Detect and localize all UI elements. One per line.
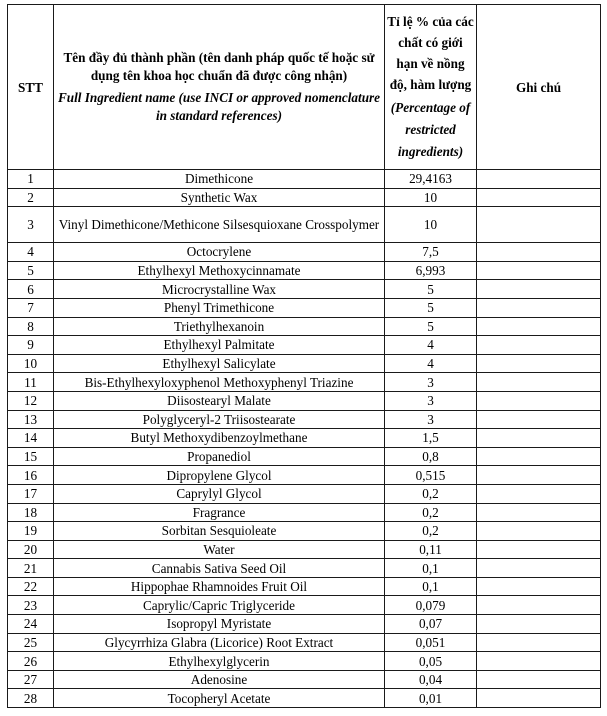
row-stt: 22 [8, 577, 54, 596]
table-row [8, 466, 601, 485]
row-ingredient-name: Butyl Methoxydibenzoylmethane [54, 429, 385, 448]
table-row [8, 689, 601, 708]
row-percentage: 0,2 [385, 484, 477, 503]
row-stt: 26 [8, 652, 54, 671]
row-stt: 21 [8, 559, 54, 578]
table-row [8, 670, 601, 689]
table-row [8, 298, 601, 317]
row-percentage: 7,5 [385, 243, 477, 262]
row-notes [477, 429, 601, 448]
header-percentage [385, 5, 477, 170]
table-row [8, 503, 601, 522]
row-ingredient-name: Adenosine [54, 670, 385, 689]
row-stt: 17 [8, 484, 54, 503]
row-percentage: 0,051 [385, 633, 477, 652]
row-stt: 11 [8, 373, 54, 392]
header-percentage-vi: Tỉ lệ % của các chất có giới hạn về nồng độ, hàm lượng [387, 14, 474, 92]
row-stt: 28 [8, 689, 54, 708]
row-percentage: 4 [385, 336, 477, 355]
table-row [8, 484, 601, 503]
table-row [8, 559, 601, 578]
row-stt: 4 [8, 243, 54, 262]
row-ingredient-name: Polyglyceryl-2 Triisostearate [54, 410, 385, 429]
row-notes [477, 261, 601, 280]
row-notes [477, 484, 601, 503]
table-row [8, 373, 601, 392]
header-ingredient-name [54, 5, 385, 170]
row-stt: 1 [8, 170, 54, 189]
row-ingredient-name: Hippophae Rhamnoides Fruit Oil [54, 577, 385, 596]
row-ingredient-name: Phenyl Trimethicone [54, 298, 385, 317]
row-notes [477, 170, 601, 189]
table-row [8, 577, 601, 596]
header-row [8, 5, 601, 170]
row-ingredient-name: Fragrance [54, 503, 385, 522]
row-ingredient-name: Microcrystalline Wax [54, 280, 385, 299]
table-row [8, 336, 601, 355]
row-ingredient-name: Propanediol [54, 447, 385, 466]
row-notes [477, 298, 601, 317]
row-notes [477, 670, 601, 689]
row-stt: 8 [8, 317, 54, 336]
ingredient-table [7, 4, 601, 708]
table-row [8, 261, 601, 280]
row-notes [477, 447, 601, 466]
row-percentage: 0,1 [385, 577, 477, 596]
row-notes [477, 410, 601, 429]
table-row [8, 354, 601, 373]
row-stt: 5 [8, 261, 54, 280]
row-percentage: 0,05 [385, 652, 477, 671]
row-percentage: 5 [385, 280, 477, 299]
row-percentage: 0,2 [385, 522, 477, 541]
row-ingredient-name: Dipropylene Glycol [54, 466, 385, 485]
table-row [8, 207, 601, 243]
row-ingredient-name: Water [54, 540, 385, 559]
row-stt: 14 [8, 429, 54, 448]
row-notes [477, 188, 601, 207]
row-ingredient-name: Glycyrrhiza Glabra (Licorice) Root Extract [54, 633, 385, 652]
table-row [8, 243, 601, 262]
row-stt: 6 [8, 280, 54, 299]
row-percentage: 0,04 [385, 670, 477, 689]
table-row [8, 447, 601, 466]
header-ingredient-name-vi: Tên đầy đủ thành phần (tên danh pháp quốc tế hoặc sử dụng tên khoa học chuẩn đã được công nhận) [63, 50, 375, 83]
row-percentage: 0,079 [385, 596, 477, 615]
table-row [8, 317, 601, 336]
row-percentage: 0,11 [385, 540, 477, 559]
table-body [8, 170, 601, 708]
row-percentage: 0,2 [385, 503, 477, 522]
row-percentage: 6,993 [385, 261, 477, 280]
row-percentage: 3 [385, 373, 477, 392]
row-notes [477, 522, 601, 541]
row-notes [477, 596, 601, 615]
row-percentage: 5 [385, 298, 477, 317]
row-stt: 20 [8, 540, 54, 559]
header-stt: STT [8, 5, 54, 170]
row-percentage: 4 [385, 354, 477, 373]
table-row [8, 633, 601, 652]
row-ingredient-name: Ethylhexyl Methoxycinnamate [54, 261, 385, 280]
row-stt: 19 [8, 522, 54, 541]
row-notes [477, 336, 601, 355]
table-row [8, 522, 601, 541]
row-ingredient-name: Caprylic/Capric Triglyceride [54, 596, 385, 615]
row-ingredient-name: Diisostearyl Malate [54, 391, 385, 410]
row-stt: 15 [8, 447, 54, 466]
row-ingredient-name: Octocrylene [54, 243, 385, 262]
row-percentage: 29,4163 [385, 170, 477, 189]
row-notes [477, 540, 601, 559]
row-ingredient-name: Vinyl Dimethicone/Methicone Silsesquioxane Crosspolymer [54, 207, 385, 243]
row-stt: 18 [8, 503, 54, 522]
table-row [8, 429, 601, 448]
row-ingredient-name: Bis-Ethylhexyloxyphenol Methoxyphenyl Triazine [54, 373, 385, 392]
table-row [8, 615, 601, 634]
row-notes [477, 652, 601, 671]
row-ingredient-name: Dimethicone [54, 170, 385, 189]
row-notes [477, 503, 601, 522]
row-notes [477, 391, 601, 410]
row-stt: 10 [8, 354, 54, 373]
row-notes [477, 373, 601, 392]
row-notes [477, 689, 601, 708]
header-ingredient-name-en: Full Ingredient name (use INCI or approved nomenclature in standard references) [57, 90, 381, 123]
row-stt: 23 [8, 596, 54, 615]
row-notes [477, 577, 601, 596]
row-ingredient-name: Ethylhexyl Palmitate [54, 336, 385, 355]
table-row [8, 652, 601, 671]
row-stt: 13 [8, 410, 54, 429]
row-ingredient-name: Ethylhexyl Salicylate [54, 354, 385, 373]
row-stt: 7 [8, 298, 54, 317]
table-row [8, 188, 601, 207]
table-row [8, 391, 601, 410]
row-ingredient-name: Isopropyl Myristate [54, 615, 385, 634]
row-notes [477, 280, 601, 299]
header-percentage-en: (Percentage of restricted ingredients) [390, 100, 471, 159]
row-stt: 2 [8, 188, 54, 207]
row-ingredient-name: Ethylhexylglycerin [54, 652, 385, 671]
row-ingredient-name: Synthetic Wax [54, 188, 385, 207]
row-stt: 3 [8, 207, 54, 243]
table-row [8, 280, 601, 299]
table-row [8, 170, 601, 189]
row-percentage: 1,5 [385, 429, 477, 448]
row-percentage: 0,1 [385, 559, 477, 578]
row-stt: 25 [8, 633, 54, 652]
row-stt: 9 [8, 336, 54, 355]
table-row [8, 540, 601, 559]
row-ingredient-name: Triethylhexanoin [54, 317, 385, 336]
row-percentage: 0,07 [385, 615, 477, 634]
row-percentage: 10 [385, 188, 477, 207]
row-stt: 16 [8, 466, 54, 485]
row-ingredient-name: Cannabis Sativa Seed Oil [54, 559, 385, 578]
row-percentage: 10 [385, 207, 477, 243]
row-notes [477, 243, 601, 262]
row-notes [477, 317, 601, 336]
table-row [8, 410, 601, 429]
row-stt: 27 [8, 670, 54, 689]
row-stt: 24 [8, 615, 54, 634]
row-percentage: 3 [385, 391, 477, 410]
row-percentage: 0,8 [385, 447, 477, 466]
row-notes [477, 633, 601, 652]
row-percentage: 3 [385, 410, 477, 429]
row-percentage: 0,515 [385, 466, 477, 485]
row-ingredient-name: Tocopheryl Acetate [54, 689, 385, 708]
row-ingredient-name: Caprylyl Glycol [54, 484, 385, 503]
row-notes [477, 559, 601, 578]
row-notes [477, 615, 601, 634]
row-notes [477, 354, 601, 373]
row-ingredient-name: Sorbitan Sesquioleate [54, 522, 385, 541]
row-percentage: 0,01 [385, 689, 477, 708]
table-row [8, 596, 601, 615]
header-notes: Ghi chú [477, 5, 601, 170]
row-notes [477, 207, 601, 243]
row-notes [477, 466, 601, 485]
row-stt: 12 [8, 391, 54, 410]
row-percentage: 5 [385, 317, 477, 336]
